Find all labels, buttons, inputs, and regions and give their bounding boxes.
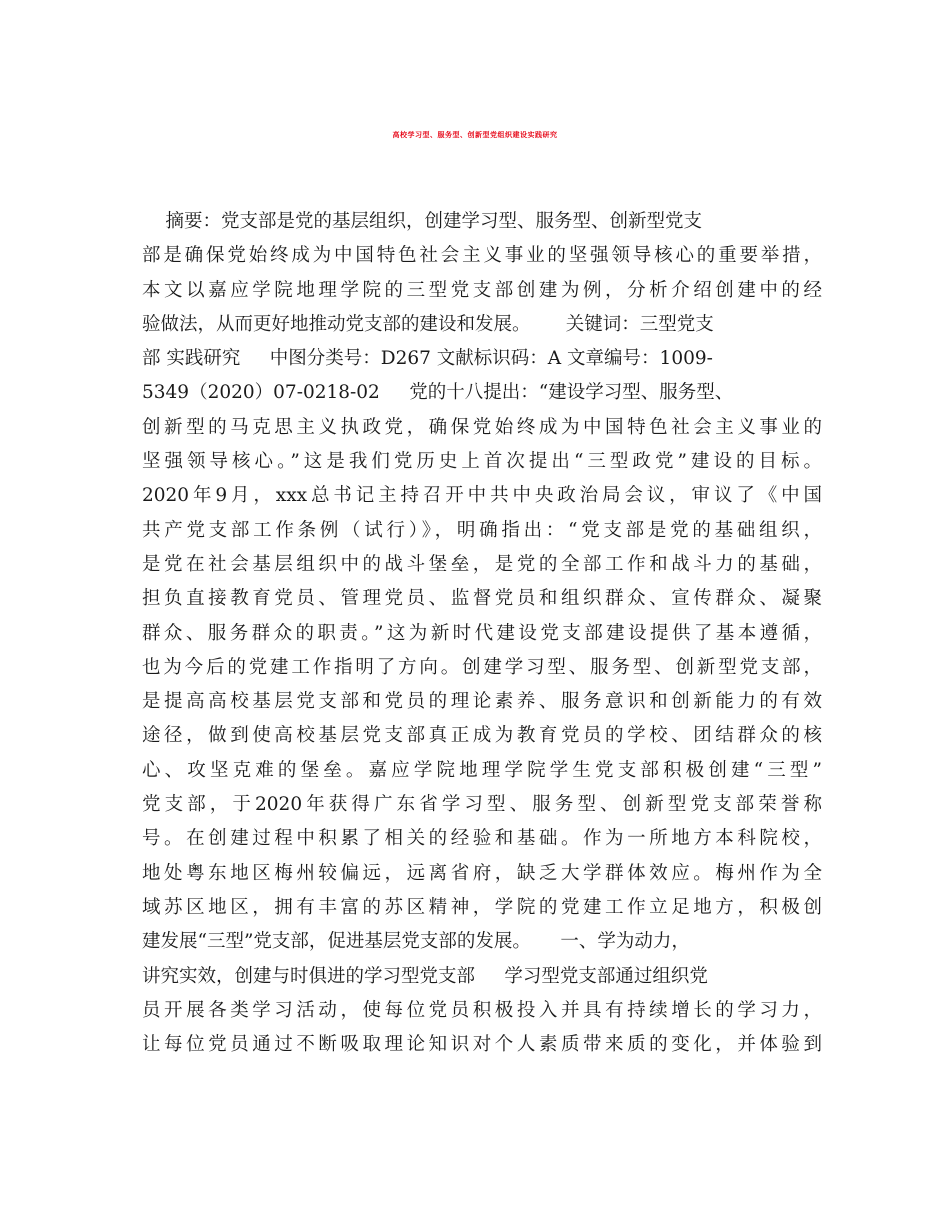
body-line: 党支部，于2020年获得广东省学习型、服务型、创新型党支部荣誉称 <box>142 794 822 816</box>
body-line: 部 实践研究 中图分类号：D267 文献标识码：A 文章编号：1009- <box>142 348 713 370</box>
body-line: 讲究实效，创建与时俱进的学习型党支部 学习型党支部通过组织党 <box>142 965 708 987</box>
body-line: 员开展各类学习活动，使每位党员积极投入并具有持续增长的学习力， <box>142 999 822 1021</box>
body-line: 担负直接教育党员、管理党员、监督党员和组织群众、宣传群众、凝聚 <box>142 588 822 610</box>
document-body <box>142 205 822 1062</box>
body-line: 部是确保党始终成为中国特色社会主义事业的坚强领导核心的重要举措， <box>142 245 822 267</box>
body-line: 地处粤东地区梅州较偏远，远离省府，缺乏大学群体效应。梅州作为全 <box>142 862 822 884</box>
body-line: 域苏区地区，拥有丰富的苏区精神，学院的党建工作立足地方，积极创 <box>142 896 822 918</box>
body-line: 2020年9月，xxx总书记主持召开中共中央政治局会议，审议了《中国 <box>142 485 822 507</box>
document-title: 高校学习型、服务型、创新型党组织建设实践研究 <box>392 130 558 139</box>
body-line: 建发展“三型”党支部，促进基层党支部的发展。 一、学为动力， <box>142 931 690 953</box>
body-line: 创新型的马克思主义执政党，确保党始终成为中国特色社会主义事业的 <box>142 416 822 438</box>
body-line: 也为今后的党建工作指明了方向。创建学习型、服务型、创新型党支部， <box>142 656 822 678</box>
body-line: 共产党支部工作条例（试行）》，明确指出：“党支部是党的基础组织， <box>142 519 822 541</box>
body-line: 群众、服务群众的职责。”这为新时代建设党支部建设提供了基本遵循， <box>142 622 822 644</box>
body-line: 5349（2020）07-0218-02 党的十八提出：“建设学习型、服务型、 <box>142 382 734 404</box>
body-line: 途径，做到使高校基层党支部真正成为教育党员的学校、团结群众的核 <box>142 725 822 747</box>
body-line: 是党在社会基层组织中的战斗堡垒，是党的全部工作和战斗力的基础， <box>142 553 822 575</box>
body-line: 本文以嘉应学院地理学院的三型党支部创建为例，分析介绍创建中的经 <box>142 279 822 301</box>
body-line: 验做法，从而更好地推动党支部的建设和发展。 关键词：三型党支 <box>142 313 714 335</box>
body-line: 让每位党员通过不断吸取理论知识对个人素质带来质的变化，并体验到 <box>142 1034 822 1056</box>
body-line: 是提高高校基层党支部和党员的理论素养、服务意识和创新能力的有效 <box>142 691 822 713</box>
body-line: 心、攻坚克难的堡垒。嘉应学院地理学院学生党支部积极创建“三型” <box>142 759 822 781</box>
body-line: 号。在创建过程中积累了相关的经验和基础。作为一所地方本科院校， <box>142 828 822 850</box>
body-line: 坚强领导核心。”这是我们党历史上首次提出“三型政党”建设的目标。 <box>142 451 822 473</box>
body-line: 摘要：党支部是党的基层组织，创建学习型、服务型、创新型党支 <box>142 211 703 232</box>
